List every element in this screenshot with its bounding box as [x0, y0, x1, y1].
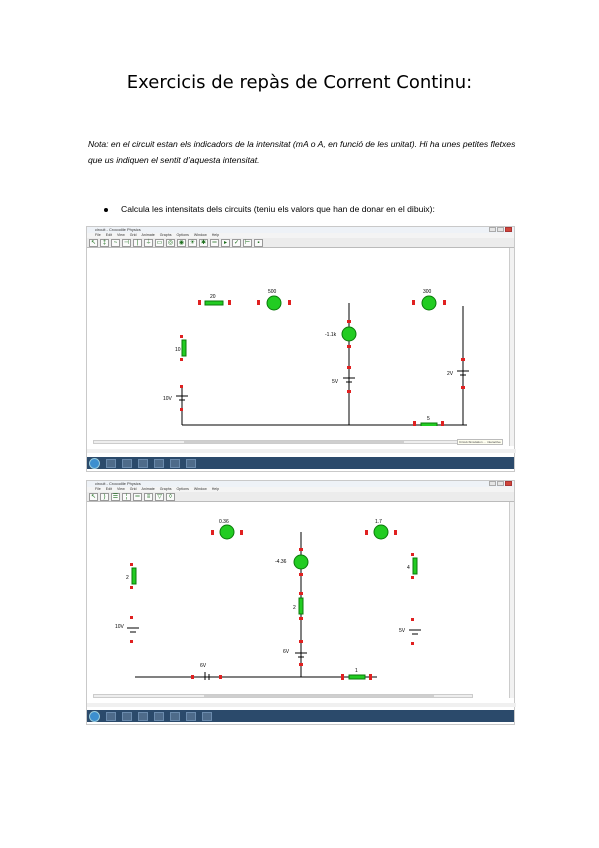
menu-grid[interactable]: Grid [129, 233, 137, 237]
bullet-text: Calcula les intensitats dels circuits (teniu els valors que han de donar en el dibuix): [121, 204, 435, 214]
ammeter-top-right[interactable] [365, 519, 397, 539]
bullet-item [104, 204, 435, 214]
resistor-left-label: 10 [175, 347, 181, 353]
switch-tool-icon[interactable]: ☰ [112, 493, 119, 500]
close-icon[interactable] [505, 481, 512, 486]
bullet-dot-icon [104, 208, 108, 212]
lamp-tool-icon[interactable]: ) [100, 493, 109, 501]
component-toolbar [87, 238, 514, 248]
resistor-bottom[interactable] [341, 668, 372, 680]
taskbar-app-icon[interactable] [154, 459, 164, 468]
battery-right[interactable] [399, 618, 421, 645]
ground-tool-icon[interactable]: ⏚ [145, 239, 152, 246]
ammeter-top-right[interactable] [412, 289, 446, 310]
maximize-icon[interactable] [497, 227, 504, 232]
pointer-tool-icon[interactable]: ↖ [90, 493, 97, 500]
window-title: circuit - Crocodile Physics [95, 227, 141, 232]
maximize-icon[interactable] [497, 481, 504, 486]
resistor-bottom-label: 1 [355, 668, 358, 674]
vertical-scrollbar[interactable] [509, 502, 514, 698]
resistor-top-left-label: 20 [210, 294, 216, 300]
battery-left[interactable] [115, 616, 139, 643]
taskbar [87, 457, 514, 469]
resistor-left-label: 2 [126, 575, 129, 581]
start-icon[interactable] [89, 711, 100, 722]
resistor-left[interactable] [175, 335, 186, 361]
diode-tool-icon[interactable]: ▸ [221, 239, 230, 247]
taskbar-app-icon[interactable] [186, 712, 196, 721]
menu-edit[interactable]: Edit [105, 233, 112, 237]
ammeter-center-label: -4.36 [275, 559, 287, 565]
circuit-screenshot-2 [86, 480, 515, 725]
circuit-canvas-1[interactable] [87, 248, 514, 426]
battery-right[interactable] [447, 358, 469, 389]
battery-tool-icon[interactable]: ‡ [100, 239, 109, 247]
battery-center-label: 5V [332, 379, 339, 385]
circuit-screenshot-1 [86, 226, 515, 472]
menu-view[interactable]: View [117, 233, 125, 237]
tooltip: Circuit-Simulation … interactive [459, 440, 501, 444]
resistor-tool-icon[interactable]: ▭ [156, 239, 163, 246]
taskbar-app-icon[interactable] [106, 459, 116, 468]
component-toolbar [87, 492, 514, 502]
menu-options[interactable]: Options [176, 233, 189, 237]
ammeter-top-left-label: 0.36 [219, 519, 229, 525]
battery-center-label: 6V [283, 649, 290, 655]
ammeter-center[interactable] [275, 548, 308, 576]
taskbar-app-icon[interactable] [138, 459, 148, 468]
window-title: circuit - Crocodile Physics [95, 481, 141, 486]
taskbar-app-icon[interactable] [106, 712, 116, 721]
menu-file[interactable]: File [95, 233, 101, 237]
led-tool-icon[interactable]: ✓ [233, 239, 240, 246]
menu-graphs[interactable]: Graphs [159, 487, 172, 491]
ammeter-center[interactable] [325, 320, 356, 348]
capacitor-tool-icon[interactable]: ≡ [144, 493, 153, 501]
menu-help[interactable]: Help [211, 487, 220, 491]
battery-left-label: 10V [115, 624, 124, 630]
ammeter-top-middle[interactable] [257, 289, 291, 310]
menu-animate[interactable]: Animate [141, 233, 155, 237]
resistor-top-left[interactable] [198, 294, 231, 305]
menu-graphs[interactable]: Graphs [159, 233, 172, 237]
taskbar-app-icon[interactable] [154, 712, 164, 721]
taskbar-app-icon[interactable] [170, 712, 180, 721]
menu-window[interactable]: Window [193, 487, 207, 491]
diode-tool-icon[interactable]: ▽ [155, 493, 164, 501]
document-title: Exercicis de repàs de Corrent Continu: [126, 72, 473, 93]
vertical-scrollbar[interactable] [509, 248, 514, 446]
taskbar-app-icon[interactable] [202, 712, 212, 721]
taskbar-app-icon[interactable] [170, 459, 180, 468]
resistor-bottom-label: 5 [427, 416, 430, 422]
battery-left-label: 10V [163, 396, 172, 402]
menu-edit[interactable]: Edit [105, 487, 112, 491]
taskbar-app-icon[interactable] [138, 712, 148, 721]
menu-options[interactable]: Options [176, 487, 189, 491]
pointer-tool-icon[interactable]: ↖ [90, 239, 97, 246]
switch-tool-icon[interactable]: | [133, 239, 142, 247]
lamp-tool-icon[interactable]: ☀ [189, 239, 196, 246]
ammeter-tool-icon[interactable]: ◎ [167, 239, 174, 246]
menu-file[interactable]: File [95, 487, 101, 491]
battery-center[interactable] [283, 640, 307, 666]
ammeter-top-left[interactable] [211, 519, 243, 539]
ammeter-center-label: -1.1k [325, 332, 337, 338]
horizontal-scrollbar[interactable] [93, 694, 473, 698]
menu-view[interactable]: View [117, 487, 125, 491]
battery-right-label: 2V [447, 371, 454, 377]
battery-left[interactable] [163, 385, 188, 411]
resistor-right-label: 4 [407, 565, 410, 571]
minimize-icon[interactable] [489, 481, 496, 486]
capacitor-tool-icon[interactable]: ═ [210, 239, 219, 247]
taskbar-app-icon[interactable] [122, 459, 132, 468]
menu-animate[interactable]: Animate [141, 487, 155, 491]
menu-grid[interactable]: Grid [129, 487, 137, 491]
taskbar-app-icon[interactable] [122, 712, 132, 721]
resistor-center-label: 2 [293, 605, 296, 611]
resistor-right[interactable] [407, 553, 417, 579]
battery-right-label: 5V [399, 628, 406, 634]
start-icon[interactable] [89, 458, 100, 469]
motor-tool-icon[interactable]: ✱ [200, 239, 207, 246]
battery-center[interactable] [332, 366, 355, 393]
ammeter-top-middle-label: 500 [268, 289, 277, 295]
note-paragraph: Nota: en el circuit estan els indicadors de la intensitat (mA o A, en funció de les unitat). Hi ha unes petites fletxes que us indiquen el sentit d’aquesta intensitat. [88, 139, 516, 165]
horizontal-scrollbar[interactable] [93, 440, 473, 444]
cell-tool-icon[interactable]: ¦ [122, 493, 131, 501]
cell-tool-icon[interactable]: ⊣ [123, 239, 130, 246]
resistor-left[interactable] [126, 563, 136, 589]
voltmeter-tool-icon[interactable]: ◉ [178, 239, 185, 246]
fuse-tool-icon[interactable]: ⊢ [244, 239, 251, 246]
close-icon[interactable] [505, 227, 512, 232]
meter-tool-icon[interactable]: ◊ [166, 493, 175, 501]
taskbar [87, 710, 514, 722]
resistor-tool-icon[interactable]: ═ [133, 493, 142, 501]
meter-tool-icon[interactable]: ▪ [254, 239, 263, 247]
wire-tool-icon[interactable]: ~ [111, 239, 120, 247]
menu-help[interactable]: Help [211, 233, 220, 237]
taskbar-app-icon[interactable] [186, 459, 196, 468]
battery-bottom-left-label: 6V [200, 663, 207, 669]
circuit-canvas-2[interactable] [87, 502, 514, 680]
minimize-icon[interactable] [489, 227, 496, 232]
ammeter-top-right-label: 1.7 [375, 519, 382, 525]
status-bar [87, 449, 516, 453]
status-bar [87, 703, 516, 707]
ammeter-top-right-label: 300 [423, 289, 432, 295]
menu-window[interactable]: Window [193, 233, 207, 237]
